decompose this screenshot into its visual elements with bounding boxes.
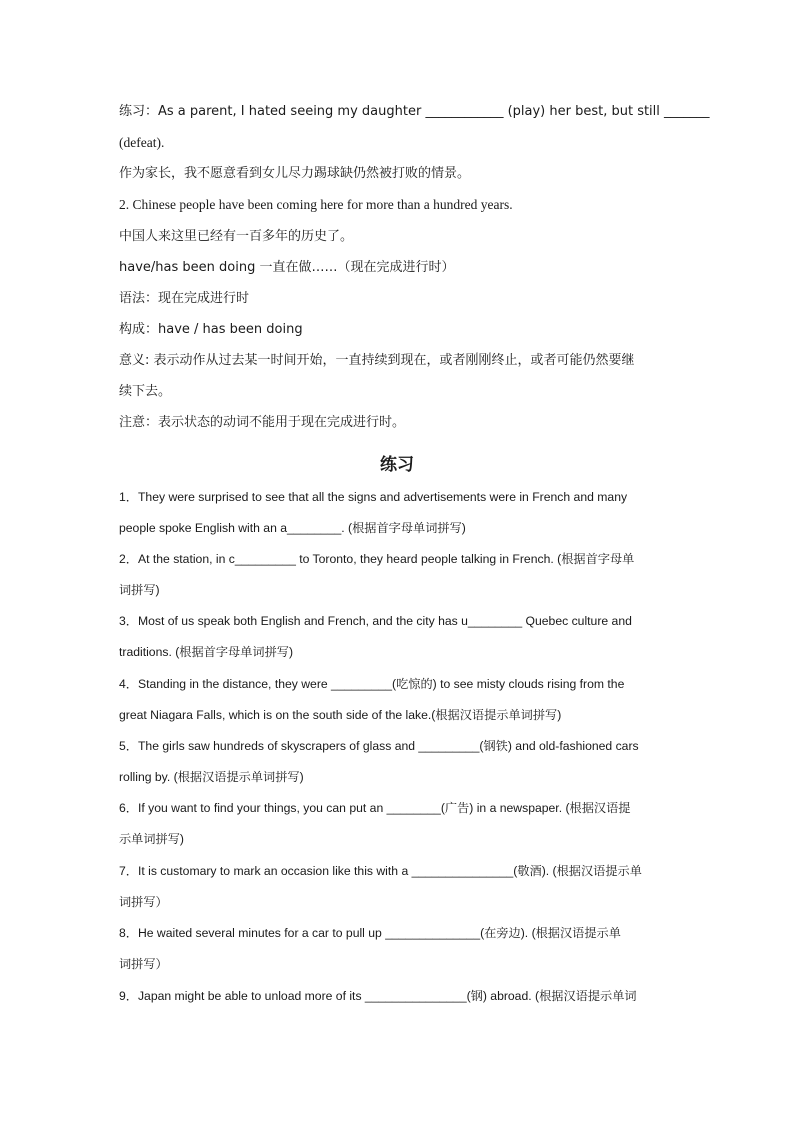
exercise-line: 1．They were surprised to see that all the signs and advertisements were in French and many xyxy=(119,490,628,504)
example-translation-2: 中国人来这里已经有一百多年的历史了。 xyxy=(119,229,354,244)
exercise-line: 词拼写) xyxy=(119,583,160,597)
exercise-line: 9．Japan might be able to unload more of its _______________(钢) abroad. (根据汉语提示单词 xyxy=(119,989,637,1003)
exercise-line: 词拼写） xyxy=(119,895,168,909)
exercise-line: 示单词拼写) xyxy=(119,832,184,846)
exercise-line: 6．If you want to find your things, you can put an ________(广告) in a newspaper. (根据汉语提 xyxy=(119,801,631,815)
exercise-line: people spoke English with an a________. (根据首字母单词拼写) xyxy=(119,521,466,535)
grammar-pattern: have/has been doing 一直在做……（现在完成进行时） xyxy=(119,260,455,275)
exercise-line: 2．At the station, in c_________ to Toronto, they heard people talking in French. (根据首字母单 xyxy=(119,552,635,566)
exercise-line: 5．The girls saw hundreds of skyscrapers of glass and _________(钢铁) and old-fashioned cars xyxy=(119,739,639,753)
exercise-line: 词拼写） xyxy=(119,957,168,971)
exercise-line: rolling by. (根据汉语提示单词拼写) xyxy=(119,770,304,784)
grammar-meaning-line1: 意义: 表示动作从过去某一时间开始，一直持续到现在，或者刚刚终止，或者可能仍然要继 xyxy=(119,353,635,368)
exercise-line: traditions. (根据首字母单词拼写) xyxy=(119,645,294,659)
grammar-meaning-line2: 续下去。 xyxy=(119,384,172,399)
exercise-line: 3．Most of us speak both English and French, and the city has u________ Quebec culture and xyxy=(119,614,632,628)
exercise-heading: 练习 xyxy=(380,455,414,475)
grammar-attention: 注意：表示状态的动词不能用于现在完成进行时。 xyxy=(119,415,406,430)
practice-translation: 作为家长，我不愿意看到女儿尽力踢球缺仍然被打败的情景。 xyxy=(119,166,471,181)
grammar-name: 语法：现在完成进行时 xyxy=(119,291,250,306)
practice-sentence-line2: (defeat). xyxy=(119,135,165,150)
example-sentence-2: 2. Chinese people have been coming here for more than a hundred years. xyxy=(119,197,513,212)
practice-sentence-line1: 练习：As a parent, I hated seeing my daughter ____________ (play) her best, but still _______ xyxy=(119,104,710,119)
exercise-line: 4．Standing in the distance, they were _________(吃惊的) to see misty clouds rising from the xyxy=(119,677,625,691)
grammar-structure: 构成：have / has been doing xyxy=(119,322,303,337)
exercise-line: 8．He waited several minutes for a car to pull up ______________(在旁边). (根据汉语提示单 xyxy=(119,926,621,940)
exercise-line: 7．It is customary to mark an occasion like this with a _______________(敬酒). (根据汉语提示单 xyxy=(119,864,642,878)
exercise-line: great Niagara Falls, which is on the south side of the lake.(根据汉语提示单词拼写) xyxy=(119,708,562,722)
